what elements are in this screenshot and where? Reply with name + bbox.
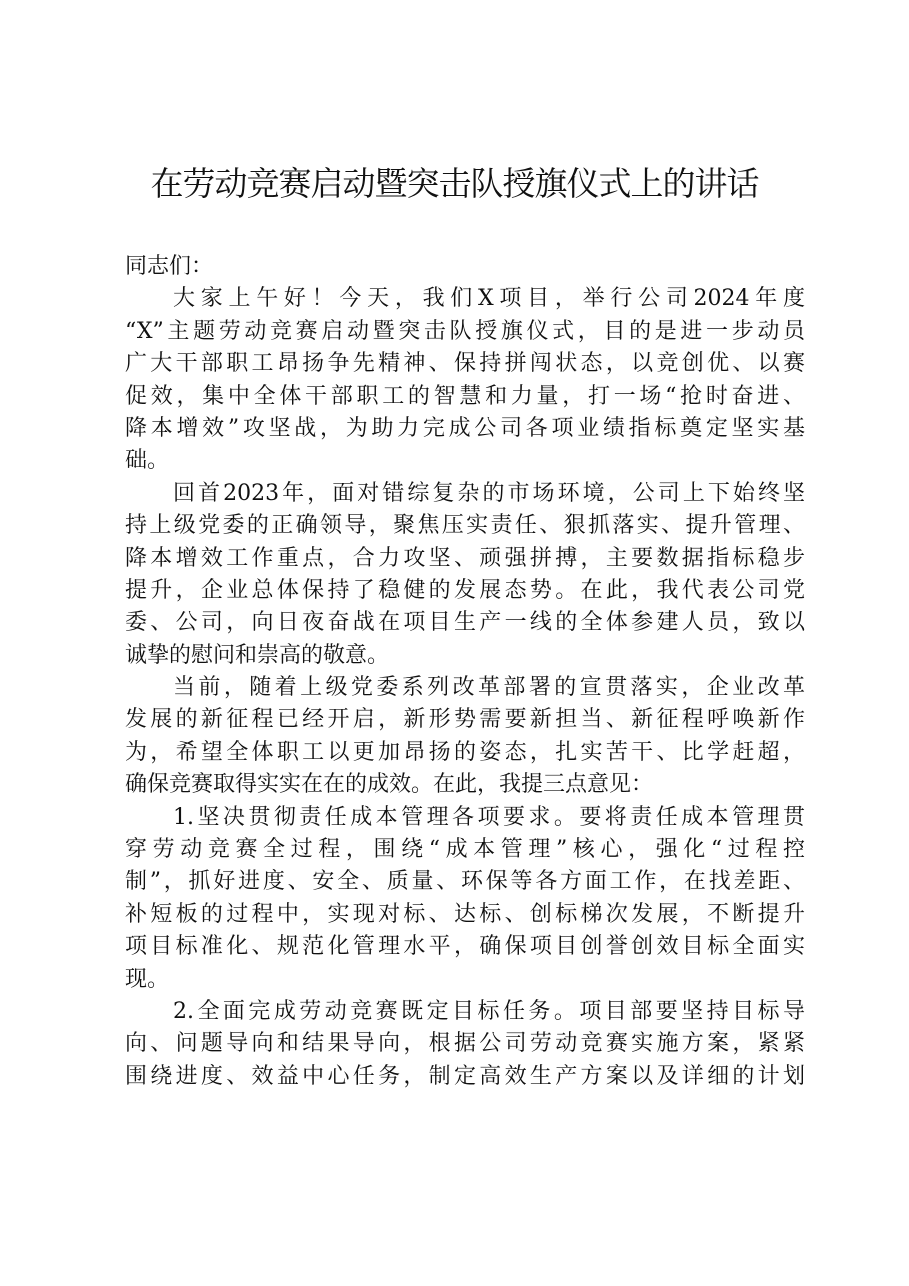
text-line: 持上级党委的正确领导，聚焦压实责任、狠抓落实、提升管理、 xyxy=(125,513,805,539)
text-line: 现。 xyxy=(125,966,170,992)
text-line: 2.全面完成劳动竞赛既定目标任务。项目部要坚持目标导 xyxy=(173,998,805,1024)
document-body xyxy=(125,251,805,1093)
text-line: 发展的新征程已经开启，新形势需要新担当、新征程呼唤新作 xyxy=(125,707,805,733)
text-line: 促效，集中全体干部职工的智慧和力量，打一场“抢时奋进、 xyxy=(125,383,805,409)
text-line: 1.坚决贯彻责任成本管理各项要求。要将责任成本管理贯 xyxy=(173,804,805,830)
text-line: 提升，企业总体保持了稳健的发展态势。在此，我代表公司党 xyxy=(125,577,805,603)
document-title: 在劳动竞赛启动暨突击队授旗仪式上的讲话 xyxy=(150,164,759,203)
text-line: 回首2023年，面对错综复杂的市场环境，公司上下始终坚 xyxy=(173,480,805,506)
text-line: 制”，抓好进度、安全、质量、环保等各方面工作，在找差距、 xyxy=(125,869,805,895)
text-line: 当前，随着上级党委系列改革部署的宣贯落实，企业改革 xyxy=(173,675,805,701)
text-line: 向、问题导向和结果导向，根据公司劳动竞赛实施方案，紧紧 xyxy=(125,1031,805,1057)
text-line: 项目标准化、规范化管理水平，确保项目创誉创效目标全面实 xyxy=(125,934,805,960)
salutation: 同志们： xyxy=(125,254,214,279)
paragraph-lines xyxy=(125,283,805,1093)
text-line: 大家上午好！今天，我们X项目，举行公司2024年度 xyxy=(173,286,805,312)
text-line: 补短板的过程中，实现对标、达标、创标梯次发展，不断提升 xyxy=(125,901,805,927)
text-line: 广大干部职工昂扬争先精神、保持拼闯状态，以竞创优、以赛 xyxy=(125,351,805,377)
text-line: 穿劳动竞赛全过程，围绕“成本管理”核心，强化“过程控 xyxy=(125,837,805,863)
text-line: 围绕进度、效益中心任务，制定高效生产方案以及详细的计划 xyxy=(125,1063,805,1089)
text-line: 为，希望全体职工以更加昂扬的姿态，扎实苦干、比学赶超， xyxy=(125,739,805,765)
text-line: 降本增效工作重点，合力攻坚、顽强拼搏，主要数据指标稳步 xyxy=(125,545,805,571)
text-line: “X”主题劳动竞赛启动暨突击队授旗仪式，目的是进一步动员 xyxy=(125,318,805,344)
text-line: 础。 xyxy=(125,448,170,474)
text-line: 确保竞赛取得实实在在的成效。在此，我提三点意见： xyxy=(125,772,654,798)
text-line: 诚挚的慰问和崇高的敬意。 xyxy=(125,642,390,668)
text-line: 委、公司，向日夜奋战在项目生产一线的全体参建人员，致以 xyxy=(125,610,805,636)
text-line: 降本增效”攻坚战，为助力完成公司各项业绩指标奠定坚实基 xyxy=(125,415,805,441)
